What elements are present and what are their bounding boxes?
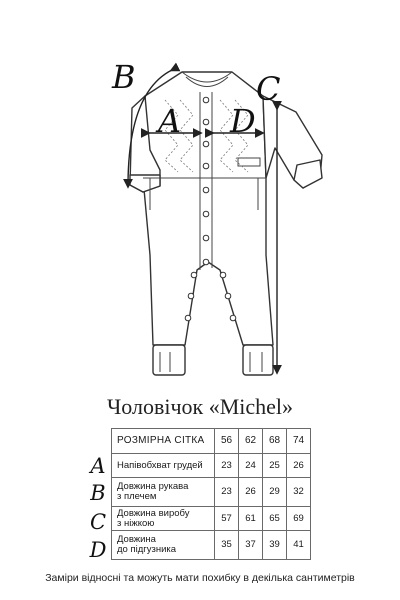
marker-d: D — [230, 102, 256, 140]
table-cell: 37 — [239, 531, 263, 560]
size-header: 62 — [239, 429, 263, 454]
table-cell: 23 — [215, 478, 239, 507]
table-cell: 26 — [239, 478, 263, 507]
table-cell: 39 — [263, 531, 287, 560]
row-label-line: Довжина виробу — [117, 507, 190, 519]
size-table-header-row — [112, 429, 311, 454]
marker-c: C — [256, 70, 281, 108]
row-label-line: до підгузника — [117, 544, 177, 555]
marker-b: B — [112, 58, 136, 96]
table-row — [112, 478, 311, 507]
table-row — [112, 531, 311, 560]
table-cell: 65 — [263, 507, 287, 531]
row-letter-c: C — [89, 510, 107, 534]
row-label-line: з плечем — [117, 491, 157, 502]
table-cell: 26 — [287, 454, 311, 478]
size-header: 74 — [287, 429, 311, 454]
table-cell: 41 — [287, 531, 311, 560]
table-cell: 24 — [239, 454, 263, 478]
row-label-line: з ніжкою — [117, 517, 155, 529]
table-cell: 35 — [215, 531, 239, 560]
table-cell: 57 — [215, 507, 239, 531]
table-cell: 32 — [287, 478, 311, 507]
size-table — [111, 428, 311, 560]
row-label — [112, 454, 215, 478]
product-title: Чоловічок «Michel» — [106, 394, 294, 419]
table-cell: 69 — [287, 507, 311, 531]
table-cell: 25 — [263, 454, 287, 478]
table-row — [112, 454, 311, 478]
size-table-header-label: РОЗМІРНА СІТКА — [112, 429, 215, 454]
marker-a: A — [158, 102, 182, 140]
table-row — [112, 507, 311, 531]
row-label-line: Напівобхват грудей — [117, 459, 203, 471]
row-letter-a: A — [90, 454, 106, 478]
size-header: 56 — [215, 429, 239, 454]
row-letter-d: D — [89, 538, 107, 562]
size-header: 68 — [263, 429, 287, 454]
footnote: Заміри відносні та можуть мати похибку в декілька сантиметрів — [45, 572, 355, 584]
table-cell: 29 — [263, 478, 287, 507]
row-label — [112, 478, 215, 507]
row-label — [112, 531, 215, 560]
row-letter-b: B — [90, 481, 106, 505]
table-cell: 23 — [215, 454, 239, 478]
row-label — [112, 507, 215, 531]
row-label-line: Довжина рукава — [117, 481, 189, 492]
table-cell: 61 — [239, 507, 263, 531]
row-label-line: Довжина — [117, 534, 156, 545]
